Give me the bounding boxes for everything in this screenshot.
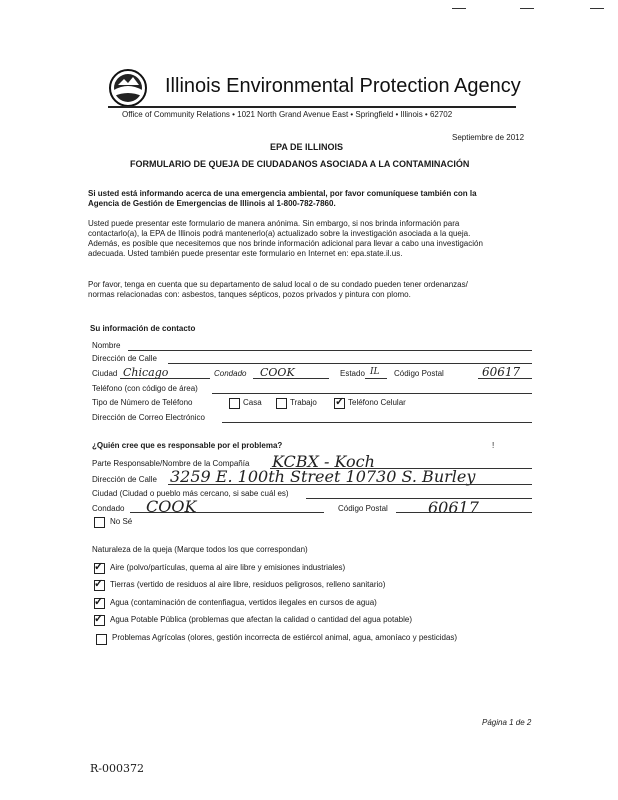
resp-codigo-line [396, 512, 532, 513]
resp-direccion-value[interactable]: 3259 E. 100th Street 10730 S. Burley [170, 467, 476, 486]
estado-value[interactable]: IL [370, 367, 380, 377]
scan-mark-top-1 [452, 8, 466, 9]
agua-label: Agua (contaminación de contenfiagua, vertidos ilegales en cursos de agua) [110, 598, 377, 607]
casa-checkbox[interactable] [229, 398, 240, 409]
nombre-label: Nombre [92, 341, 121, 350]
tierras-checkbox[interactable] [94, 580, 105, 591]
codigo-postal-label: Código Postal [394, 369, 444, 378]
parte-label: Parte Responsable/Nombre de la Compañía [92, 459, 250, 468]
intro-p1-line1: Si usted está informando acerca de una emergencia ambiental, por favor comuníquese también con la [88, 189, 477, 198]
direccion-field[interactable] [168, 363, 532, 364]
condado-label: Condado [214, 369, 247, 378]
scan-mark-top-2 [520, 8, 534, 9]
intro-p2-line2: contactarlo(a), la EPA de Illinois podrá mantenerlo(a) actualizado sobre la investigación asociada a la queja. [88, 229, 471, 238]
estado-line [365, 378, 387, 379]
intro-p2-line1: Usted puede presentar este formulario de manera anónima. Sin embargo, si nos brinda información para [88, 219, 460, 228]
contact-heading: Su información de contacto [90, 324, 196, 333]
celular-checkbox[interactable] [334, 398, 345, 409]
form-date: Septiembre de 2012 [452, 133, 525, 142]
resp-condado-label: Condado [92, 504, 125, 513]
check-mark-icon: ✓ [94, 578, 104, 590]
trabajo-label: Trabajo [290, 398, 317, 407]
resp-direccion-label: Dirección de Calle [92, 475, 157, 484]
ciudad-line [120, 378, 210, 379]
telefono-label: Teléfono (con código de área) [92, 384, 198, 393]
page-number: Página 1 de 2 [482, 718, 532, 727]
resp-ciudad-field[interactable] [306, 498, 532, 499]
nature-heading: Naturaleza de la queja (Marque todos los que correspondan) [92, 545, 308, 554]
resp-ciudad-label: Ciudad (Ciudad o pueblo más cercano, si sabe cuál es) [92, 489, 289, 498]
correo-field[interactable] [222, 422, 532, 423]
margin-mark: ! [492, 441, 495, 450]
intro-p3-line1: Por favor, tenga en cuenta que su departamento de salud local o de su condado pueden tener ordenanzas/ [88, 280, 468, 289]
intro-p3-line2: normas relacionadas con: asbestos, tanques sépticos, pozos privados y pintura con plomo. [88, 290, 411, 299]
codigo-postal-line [478, 378, 532, 379]
codigo-postal-value[interactable]: 60617 [482, 365, 521, 379]
nombre-field[interactable] [128, 350, 532, 351]
parte-value[interactable]: KCBX - Koch [272, 452, 375, 471]
condado-value[interactable]: COOK [260, 366, 295, 379]
office-line: Office of Community Relations • 1021 North Grand Avenue East • Springfield • Illinois • 62702 [122, 110, 453, 119]
tierras-label: Tierras (vertido de residuos al aire libre, residuos peligrosos, relleno sanitario) [110, 580, 386, 589]
aire-checkbox[interactable] [94, 563, 105, 574]
tipo-telefono-label: Tipo de Número de Teléfono [92, 398, 193, 407]
responsible-heading: ¿Quién cree que es responsable por el problema? [92, 441, 283, 450]
agua-checkbox[interactable] [94, 598, 105, 609]
form-title-2: FORMULARIO DE QUEJA DE CIUDADANOS ASOCIADA A LA CONTAMINACIÓN [130, 159, 470, 169]
casa-label: Casa [243, 398, 262, 407]
agua-potable-checkbox[interactable] [94, 615, 105, 626]
resp-direccion-line [168, 484, 532, 485]
check-mark-icon: ✓ [335, 396, 345, 408]
direccion-label: Dirección de Calle [92, 354, 157, 363]
ciudad-label: Ciudad [92, 369, 118, 378]
check-mark-icon: ✓ [94, 596, 104, 608]
agricolas-checkbox[interactable] [96, 634, 107, 645]
celular-label: Teléfono Celular [348, 398, 406, 407]
condado-line [253, 378, 329, 379]
bates-number: R-000372 [90, 762, 144, 775]
form-title-1: EPA DE ILLINOIS [270, 142, 344, 152]
resp-condado-line [130, 512, 324, 513]
intro-p2-line4: adecuada. Usted también puede presentar este formulario en Internet en: epa.state.il.us. [88, 249, 403, 258]
correo-label: Dirección de Correo Electrónico [92, 413, 205, 422]
telefono-field[interactable] [212, 393, 532, 394]
intro-p1-line2: Agencia de Gestión de Emergencias de Illinois al 1-800-782-7860. [88, 199, 336, 208]
agua-potable-label: Agua Potable Pública (problemas que afectan la calidad o cantidad del agua potable) [110, 615, 412, 624]
resp-condado-value[interactable]: COOK [146, 497, 197, 516]
header-rule [108, 106, 516, 108]
trabajo-checkbox[interactable] [276, 398, 287, 409]
check-mark-icon: ✓ [94, 561, 104, 573]
agency-name: Illinois Environmental Protection Agency [165, 75, 521, 97]
nose-label: No Sé [110, 517, 133, 526]
nose-checkbox[interactable] [94, 517, 105, 528]
scan-mark-top-3 [590, 8, 604, 9]
intro-p2-line3: Además, es posible que necesitemos que nos brinde información adicional para llevar a cabo una investigación [88, 239, 483, 248]
resp-codigo-value[interactable]: 60617 [428, 498, 479, 517]
ciudad-value[interactable]: Chicago [123, 366, 169, 379]
agricolas-label: Problemas Agrícolas (olores, gestión incorrecta de estiércol animal, agua, amoníaco y pesticidas) [112, 633, 458, 642]
aire-label: Aire (polvo/partículas, quema al aire libre y emisiones industriales) [110, 563, 346, 572]
resp-codigo-label: Código Postal [338, 504, 388, 513]
agency-logo [108, 68, 148, 108]
estado-label: Estado [340, 369, 365, 378]
check-mark-icon: ✓ [94, 613, 104, 625]
